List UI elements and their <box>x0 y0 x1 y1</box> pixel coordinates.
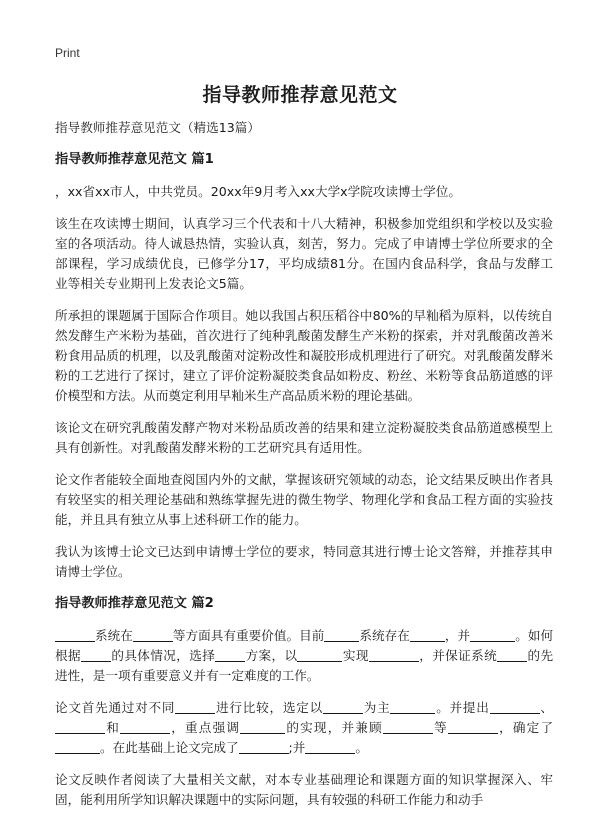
fill-in-blank <box>470 628 515 642</box>
fill-in-blank <box>297 648 342 662</box>
fill-in-blank <box>369 648 419 662</box>
fill-in-blank <box>120 720 170 734</box>
section-2-fill-in-paragraph: 系统在 等方面具有重要价值。目前 系统存在 ，并 。如何根据 的具体情况，选择 方案，以 实现 ，并保证系统 的先进性，是一项有重要意义并有一定难度的工作。 <box>55 628 554 683</box>
fill-in-blank <box>175 700 215 714</box>
fill-in-blank <box>215 648 245 662</box>
fill-in-blank <box>390 700 435 714</box>
fill-in-blank <box>239 740 289 754</box>
fill-in-blank <box>55 740 100 754</box>
section-1-paragraph: 我认为该博士论文已达到申请博士学位的要求，特同意其进行博士论文答辩，并推荐其申请博士学位。 <box>55 544 553 579</box>
section-1-paragraph: 论文作者能较全面地查阅国内外的文献，掌握该研究领域的动态，论文结果反映出作者具有较坚实的相关理论基础和熟练掌握先进的微生物学、物理化学和食品工程方面的实验技能，并且具有独立从事上述科研工作的能力。 <box>55 472 553 527</box>
fill-in-blank <box>490 700 540 714</box>
document-body <box>55 118 553 822</box>
section-1-paragraph: 该论文在研究乳酸菌发酵产物对米粉品质改善的结果和建立淀粉凝胶类食品筋道感模型上具有创新性。对乳酸菌发酵米粉的工艺研究具有适用性。 <box>55 420 553 455</box>
section-1-paragraph: 该生在攻读博士期间，认真学习三个代表和十八大精神，积极参加党组织和学校以及实验室的各项活动。待人诚恳热情，实验认真，刻苦，努力。完成了申请博士学位所要求的全部课程，学习成绩优良，已修学分17，平均成绩81分。在国内食品科学，食品与发酵工业等相关专业期刊上发表论文5篇。 <box>55 216 553 291</box>
fill-in-blank <box>240 720 285 734</box>
document-subtitle: 指导教师推荐意见范文（精选13篇） <box>55 120 260 135</box>
fill-in-blank <box>497 648 527 662</box>
section-2-paragraph: 论文反映作者阅读了大量相关文献，对本专业基础理论和课题方面的知识掌握深入、牢固，能利用所学知识解决课题中的实际问题，具有较强的科研工作能力和动手 <box>55 772 553 807</box>
fill-in-blank <box>410 628 445 642</box>
fill-in-blank <box>81 648 111 662</box>
print-link[interactable]: Print <box>55 46 80 60</box>
section-1-heading: 指导教师推荐意见范文 篇1 <box>55 152 214 167</box>
section-2-fill-in-paragraph: 论文首先通过对不同 进行比较，选定以 为主 。并提出 、和 ，重点强调 的实现，并兼顾 等 ，确定了。在此基础上论文完成了 ;并 。 <box>55 700 554 755</box>
section-1-paragraph: 所承担的课题属于国际合作项目。她以我国占积压稻谷中80%的早籼稻为原料，以传统自然发酵生产米粉为基础，首次进行了纯种乳酸菌发酵生产米粉的探索，并对乳酸菌改善米粉食用品质的机理，以及乳酸菌对淀粉改性和凝胶形成机理进行了研究。对乳酸菌发酵米粉的工艺进行了探讨，建立了评价淀粉凝胶类食品如粉皮、粉丝、米粉等食品筋道感的评价模型和方法。从而奠定利用早籼米生产高品质米粉的理论基础。 <box>55 308 553 403</box>
fill-in-blank <box>383 720 433 734</box>
fill-in-blank <box>55 628 95 642</box>
fill-in-blank <box>55 720 105 734</box>
fill-in-blank <box>133 628 173 642</box>
fill-in-blank <box>305 740 355 754</box>
fill-in-blank <box>448 720 498 734</box>
section-1-paragraph: ，xx省xx市人，中共党员。20xx年9月考入xx大学x学院攻读博士学位。 <box>55 184 461 199</box>
fill-in-blank <box>323 700 363 714</box>
section-2-heading: 指导教师推荐意见范文 篇2 <box>55 596 214 611</box>
page-title: 指导教师推荐意见范文 <box>202 84 398 106</box>
fill-in-blank <box>324 628 359 642</box>
